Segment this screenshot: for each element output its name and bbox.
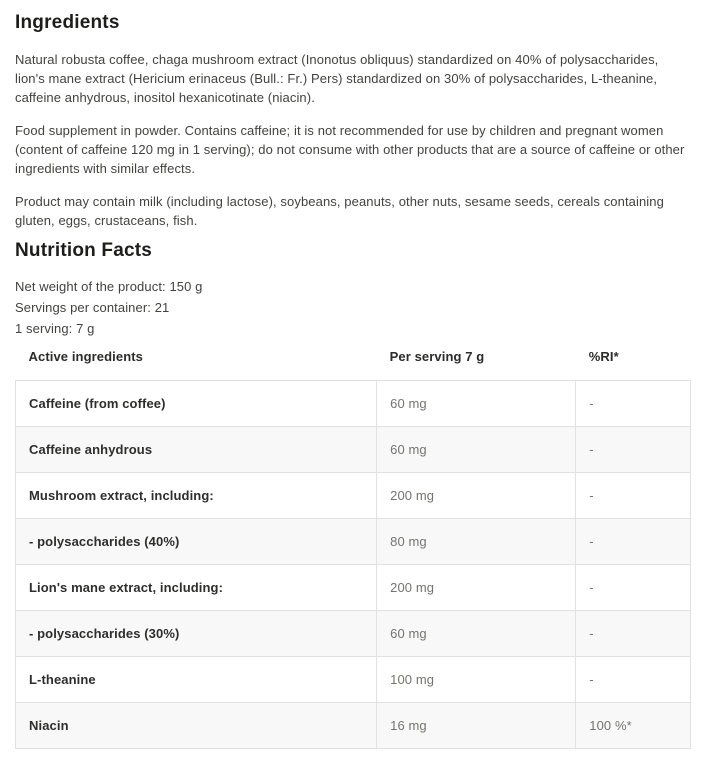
ingredients-section [15,10,691,230]
nutrition-facts-title: Nutrition Facts [15,240,153,261]
ingredient-name-cell: Lion's mane extract, including: [16,565,377,611]
ingredient-name-cell: Mushroom extract, including: [16,473,377,519]
serving-info [15,276,691,339]
ingredient-name-cell: Niacin [16,703,377,749]
nutrition-table-row [16,473,691,519]
serving-size-line: 1 serving: 7 g [15,321,95,336]
nutrition-table [15,339,691,749]
ri-value-cell: - [576,381,691,427]
nutrition-table-body [16,381,691,749]
per-serving-value-cell: 200 mg [377,565,576,611]
ingredient-name-cell: Caffeine (from coffee) [16,381,377,427]
ingredient-name-cell: - polysaccharides (30%) [16,611,377,657]
ri-value-cell: - [576,519,691,565]
nutrition-table-row [16,657,691,703]
nutrition-table-header-row [16,339,691,381]
ri-value-cell: - [576,427,691,473]
per-serving-value-cell: 100 mg [377,657,576,703]
nutrition-table-row [16,427,691,473]
nutrition-table-row [16,381,691,427]
nutrition-table-row [16,565,691,611]
ingredient-name-cell: L-theanine [16,657,377,703]
ingredients-caffeine-warning-paragraph: Food supplement in powder. Contains caffeine; it is not recommended for use by children and pregnant women (content of caffeine 120 mg in 1 serving); do not consume with other products that are a source of caffeine or other ingredients with similar effects. [15,123,685,176]
ingredients-composition-paragraph: Natural robusta coffee, chaga mushroom extract (Inonotus obliquus) standardized on 40% of polysaccharides, lion's mane extract (Hericium erinaceus (Bull.: Fr.) Pers) standardized on 30% of polysaccharides, L-theanine, caffeine anhydrous, inositol hexanicotinate (niacin). [15,52,659,105]
ri-value-cell: 100 %* [576,703,691,749]
ri-value-cell: - [576,657,691,703]
col-header-per-serving: Per serving 7 g [389,349,485,364]
ri-value-cell: - [576,565,691,611]
ingredients-allergen-paragraph: Product may contain milk (including lactose), soybeans, peanuts, other nuts, sesame seeds, cereals containing gluten, eggs, crustaceans, fish. [15,194,664,228]
nutrition-table-row [16,703,691,749]
ri-value-cell: - [576,473,691,519]
per-serving-value-cell: 60 mg [377,611,576,657]
per-serving-value-cell: 200 mg [377,473,576,519]
per-serving-value-cell: 60 mg [377,381,576,427]
per-serving-value-cell: 16 mg [377,703,576,749]
nutrition-table-row [16,519,691,565]
per-serving-value-cell: 80 mg [377,519,576,565]
col-header-active-ingredients: Active ingredients [28,349,143,364]
col-header-ri: %RI* [588,349,619,364]
ingredient-name-cell: - polysaccharides (40%) [16,519,377,565]
per-serving-value-cell: 60 mg [377,427,576,473]
nutrition-facts-section [15,238,691,749]
ingredients-title: Ingredients [15,12,120,33]
nutrition-table-row [16,611,691,657]
ri-value-cell: - [576,611,691,657]
servings-per-container-line: Servings per container: 21 [15,300,170,315]
net-weight-line: Net weight of the product: 150 g [15,279,203,294]
ingredient-name-cell: Caffeine anhydrous [16,427,377,473]
